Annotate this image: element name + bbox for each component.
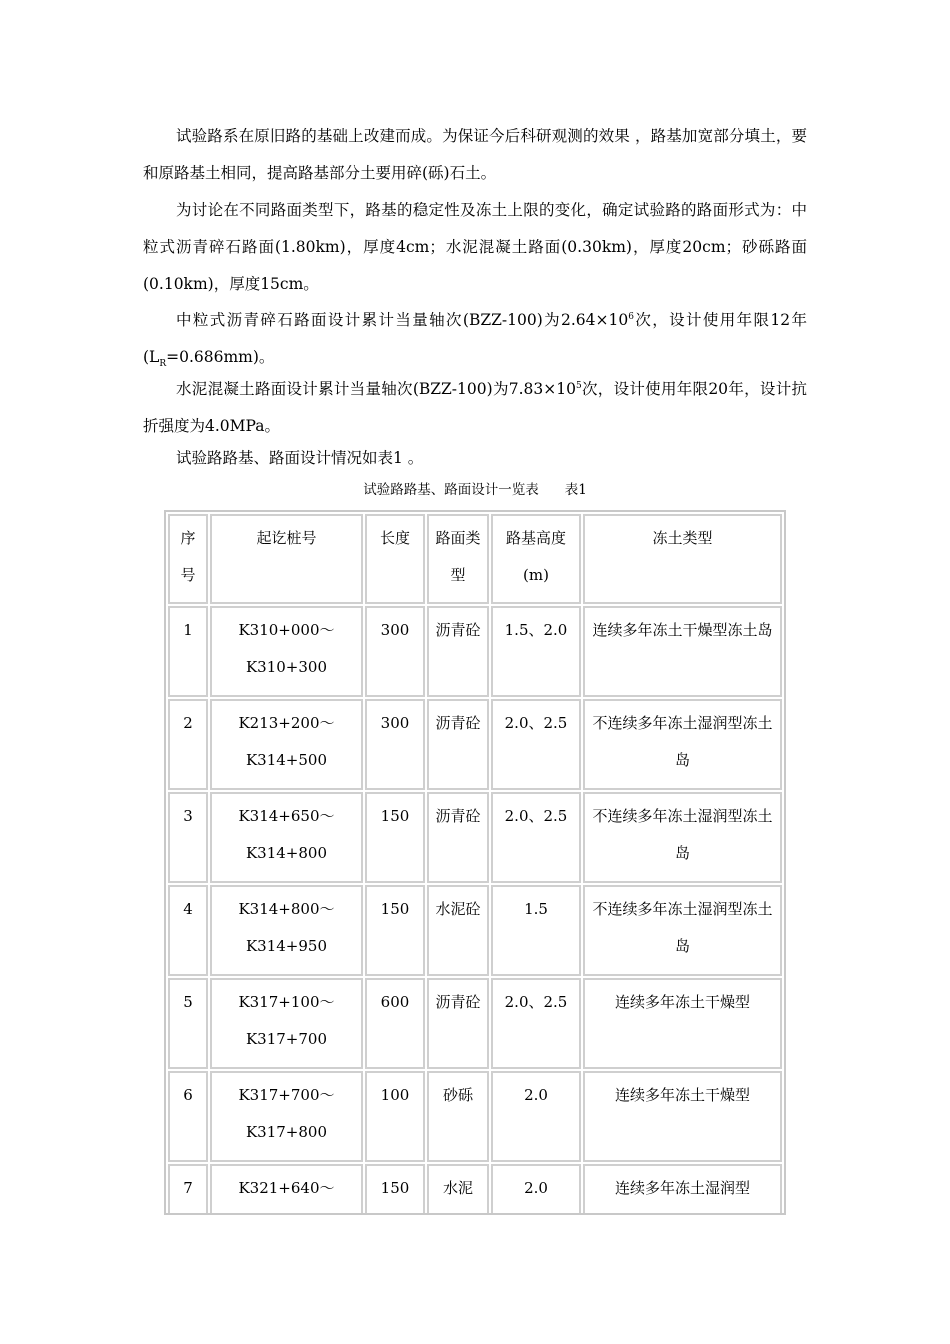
table-cell: 连续多年冻土湿润型 xyxy=(583,1164,782,1215)
asphalt-exponent: 6 xyxy=(628,311,634,322)
table-cell: 3 xyxy=(168,792,208,883)
header-cell: 路面类型 xyxy=(427,514,489,604)
table-cell: 沥青砼 xyxy=(427,606,489,697)
table-cell: 6 xyxy=(168,1071,208,1162)
asphalt-text-b: 次，设计使用年限12年(L xyxy=(143,311,807,366)
table-cell: 1 xyxy=(168,606,208,697)
table-cell: 连续多年冻土干燥型 xyxy=(583,978,782,1069)
design-table xyxy=(164,510,786,1215)
table-cell: K321+640～ xyxy=(210,1164,363,1215)
table-row xyxy=(168,699,782,790)
paragraph-asphalt-design xyxy=(143,302,807,376)
table-cell: 1.5 xyxy=(491,885,581,976)
table-caption xyxy=(0,478,950,502)
table-caption-label: 表1 xyxy=(564,482,587,498)
table-cell: 2.0 xyxy=(491,1071,581,1162)
table-cell: 2 xyxy=(168,699,208,790)
paragraph-pavement-types: 为讨论在不同路面类型下，路基的稳定性及冻土上限的变化，确定试验路的路面形式为：中粒式沥青碎石路面(1.80km)，厚度4cm；水泥混凝土路面(0.30km)，厚度20cm；砂砾路面(0.10km)，厚度15cm。 xyxy=(143,201,807,293)
table-cell: 300 xyxy=(365,606,425,697)
table-cell: 不连续多年冻土湿润型冻土岛 xyxy=(583,699,782,790)
header-cell: 长度 xyxy=(365,514,425,604)
table-row xyxy=(168,606,782,697)
table-cell: 连续多年冻土干燥型冻土岛 xyxy=(583,606,782,697)
table-row xyxy=(168,885,782,976)
table-cell: 300 xyxy=(365,699,425,790)
table-cell: 水泥砼 xyxy=(427,885,489,976)
table-cell: 2.0、2.5 xyxy=(491,978,581,1069)
paragraph-reconstruction: 试验路系在原旧路的基础上改建而成。为保证今后科研观测的效果 ，路基加宽部分填土，要和原路基土相同，提高路基部分土要用碎(砾)石土。 xyxy=(143,127,807,182)
header-cell: 路基高度(m) xyxy=(491,514,581,604)
concrete-exponent: 5 xyxy=(575,380,582,391)
table-row xyxy=(168,1164,782,1215)
table-header-row xyxy=(168,514,782,604)
table-cell: 不连续多年冻土湿润型冻土岛 xyxy=(583,885,782,976)
table-cell: 2.0、2.5 xyxy=(491,699,581,790)
design-table-grid xyxy=(166,512,784,1215)
table-cell: 沥青砼 xyxy=(427,699,489,790)
asphalt-subscript: R xyxy=(159,359,167,370)
table-cell: 沥青砼 xyxy=(427,978,489,1069)
table-cell: 100 xyxy=(365,1071,425,1162)
table-cell: K317+100～K317+700 xyxy=(210,978,363,1069)
table-cell: 7 xyxy=(168,1164,208,1215)
table-cell: K314+800～K314+950 xyxy=(210,885,363,976)
table-cell: 2.0、2.5 xyxy=(491,792,581,883)
header-cell: 冻土类型 xyxy=(583,514,782,604)
table-cell: 600 xyxy=(365,978,425,1069)
table-row xyxy=(168,1071,782,1162)
table-cell: 1.5、2.0 xyxy=(491,606,581,697)
table-cell: K310+000～K310+300 xyxy=(210,606,363,697)
table-cell: 150 xyxy=(365,1164,425,1215)
paragraph-concrete-design xyxy=(143,371,807,445)
table-cell: 5 xyxy=(168,978,208,1069)
table-cell: 砂砾 xyxy=(427,1071,489,1162)
concrete-text-a: 水泥混凝土路面设计累计当量轴次(BZZ-100)为7.83×10 xyxy=(176,380,576,398)
table-caption-title: 试验路路基、路面设计一览表 xyxy=(363,482,539,498)
table-cell: 150 xyxy=(365,792,425,883)
asphalt-text-c: =0.686mm)。 xyxy=(166,348,275,366)
asphalt-text-a: 中粒式沥青碎石路面设计累计当量轴次(BZZ-100)为2.64×10 xyxy=(176,311,629,329)
table-cell: 沥青砼 xyxy=(427,792,489,883)
paragraph-table-intro: 试验路路基、路面设计情况如表1 。 xyxy=(176,449,424,467)
table-cell: 连续多年冻土干燥型 xyxy=(583,1071,782,1162)
table-cell: K213+200～K314+500 xyxy=(210,699,363,790)
header-cell: 序号 xyxy=(168,514,208,604)
header-cell: 起讫桩号 xyxy=(210,514,363,604)
table-cell: 4 xyxy=(168,885,208,976)
table-row xyxy=(168,978,782,1069)
table-cell: 不连续多年冻土湿润型冻土岛 xyxy=(583,792,782,883)
table-cell: 2.0 xyxy=(491,1164,581,1215)
table-cell: 水泥 xyxy=(427,1164,489,1215)
concrete-text-b: 次，设计使用年限20年，设计抗折强度为4.0MPa。 xyxy=(143,380,807,435)
table-cell: 150 xyxy=(365,885,425,976)
table-row xyxy=(168,792,782,883)
table-cell: K314+650～K314+800 xyxy=(210,792,363,883)
table-cell: K317+700～K317+800 xyxy=(210,1071,363,1162)
